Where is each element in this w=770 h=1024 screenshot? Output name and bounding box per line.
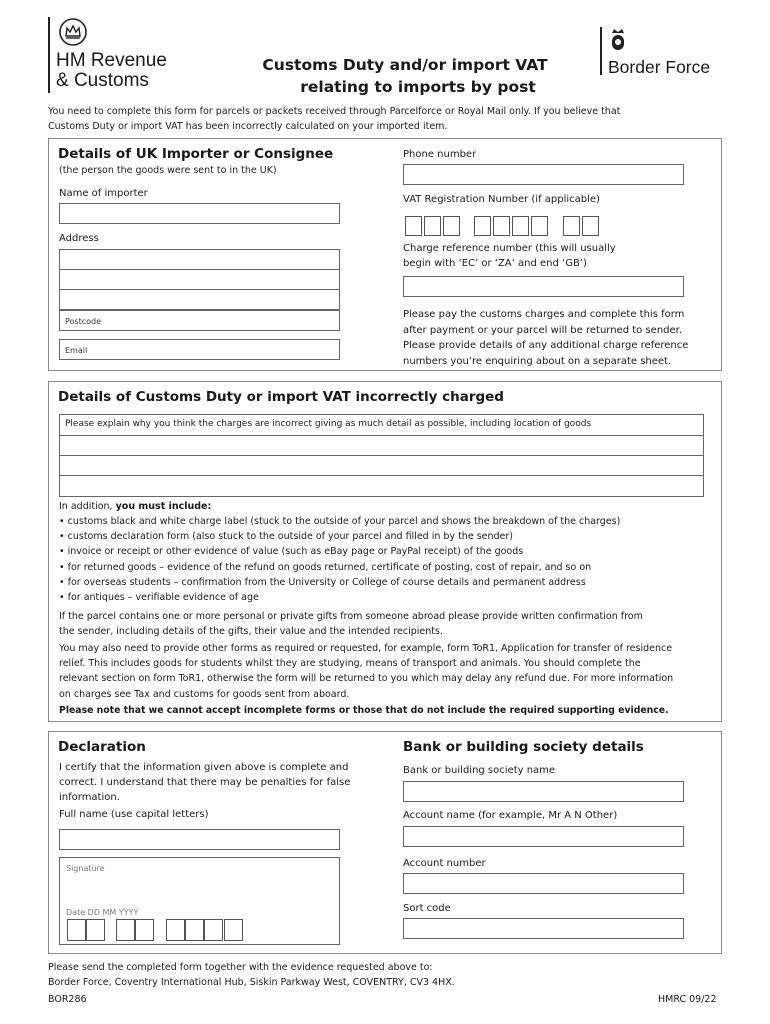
explanation-input-4[interactable] [59, 475, 704, 497]
return-address [48, 960, 455, 990]
other-forms-note [59, 641, 714, 702]
other-line4: on charges see Tax and customs for goods sent from aboard. [59, 688, 350, 700]
importer-name-input[interactable] [59, 203, 340, 224]
border-force-logo [600, 27, 730, 77]
return-address-line2: Border Force, Coventry International Hub, Siskin Parkway West, COVENTRY, CV3 4HX. [48, 977, 455, 988]
address-line-1[interactable] [59, 249, 340, 270]
charge-ref-label [403, 241, 616, 271]
address-line-3[interactable] [59, 289, 340, 310]
date-day-box[interactable] [67, 919, 86, 941]
vat-digit-box[interactable] [443, 216, 460, 236]
declaration-line3: information. [59, 792, 120, 803]
evidence-item: • for returned goods – evidence of the refund on goods returned, certificate of posting, cost of repair, and so on [59, 561, 592, 573]
form-title [250, 54, 560, 98]
evidence-list [59, 514, 709, 605]
other-line2: relief. This includes goods for students whilst they are studying, means of transport and animals. You should complete the [59, 658, 641, 670]
date-year-box[interactable] [185, 919, 204, 941]
title-line1: Customs Duty and/or import VAT [262, 56, 548, 74]
explanation-input-1[interactable] [59, 414, 704, 436]
hmrc-logo [48, 17, 188, 97]
vat-digit-box[interactable] [493, 216, 510, 236]
intro-line2: Customs Duty or import VAT has been incorrectly calculated on your imported item. [48, 121, 448, 132]
vat-digit-box[interactable] [582, 216, 599, 236]
other-line1: You may also need to provide other forms as required or requested, for example, form ToR1, Application for transfer of residence [59, 643, 673, 654]
incomplete-forms-warning: Please note that we cannot accept incomplete forms or those that do not include the required supporting evidence. [59, 705, 669, 716]
intro-line1: You need to complete this form for parcels or packets received through Parcelforce or Royal Mail only. If you believe that [48, 106, 621, 117]
full-name-input[interactable] [59, 829, 340, 850]
evidence-item: • for overseas students – confirmation from the University or College of course details and permanent address [59, 576, 586, 588]
evidence-item: • customs black and white charge label (stuck to the outside of your parcel and shows the breakdown of the charges) [59, 516, 621, 527]
explanation-input-2[interactable] [59, 435, 704, 456]
phone-label: Phone number [403, 149, 477, 160]
intro-text [48, 104, 748, 134]
pay-note-line3: Please provide details of any additional charge reference [403, 340, 689, 351]
vat-label: VAT Registration Number (if applicable) [403, 194, 600, 205]
must-include-bold: you must include: [115, 501, 212, 512]
full-name-label: Full name (use capital letters) [59, 809, 209, 820]
form-code: BOR286 [48, 994, 87, 1005]
pay-note-line1: Please pay the customs charges and complete this form [403, 309, 685, 320]
account-name-input[interactable] [403, 826, 684, 847]
charge-ref-label-line1: Charge reference number (this will usually [403, 243, 616, 254]
email-label: Email [65, 346, 88, 355]
hmrc-name-line1: HM Revenue [56, 50, 167, 71]
vat-digit-box[interactable] [474, 216, 491, 236]
gifts-note [59, 609, 714, 639]
importer-heading: Details of UK Importer or Consignee [58, 146, 334, 162]
charge-ref-label-line2: begin with ‘EC’ or ‘ZA’ and end ‘GB’) [403, 258, 587, 269]
account-number-input[interactable] [403, 873, 684, 894]
vat-digit-box[interactable] [405, 216, 422, 236]
must-include-prefix: In addition, [59, 501, 116, 512]
pay-note-line2: after payment or your parcel will be returned to sender. [403, 324, 683, 336]
hmrc-name-line2: & Customs [56, 70, 149, 91]
date-month-box[interactable] [135, 919, 154, 941]
return-address-line1: Please send the completed form together with the evidence requested above to: [48, 962, 433, 973]
vat-digit-box[interactable] [424, 216, 441, 236]
email-input[interactable] [59, 339, 340, 360]
account-number-label: Account number [403, 858, 486, 869]
evidence-item: • customs declaration form (also stuck to the outside of your parcel and filled in by the sender) [59, 531, 513, 543]
postcode-label: Postcode [65, 317, 102, 326]
sort-code-input[interactable] [403, 918, 684, 939]
border-force-name: Border Force [608, 57, 711, 77]
explanation-input-3[interactable] [59, 455, 704, 476]
vat-digit-box[interactable] [531, 216, 548, 236]
address-line-2[interactable] [59, 269, 340, 290]
royal-crest-icon [608, 27, 628, 55]
postcode-input[interactable] [59, 310, 340, 331]
bank-name-label: Bank or building society name [403, 765, 556, 776]
date-label: Date DD MM YYYY [66, 908, 139, 917]
evidence-item: • invoice or receipt or other evidence of value (such as eBay page or PayPal receipt) of the goods [59, 546, 524, 558]
declaration-text [59, 760, 350, 805]
importer-subheading: (the person the goods were sent to in the UK) [59, 165, 277, 176]
vat-digit-box[interactable] [563, 216, 580, 236]
date-year-box[interactable] [166, 919, 185, 941]
vat-digit-box[interactable] [512, 216, 529, 236]
declaration-heading: Declaration [58, 739, 146, 755]
phone-input[interactable] [403, 164, 684, 185]
date-year-box[interactable] [204, 919, 223, 941]
explanation-label: Please explain why you think the charges are incorrect giving as much detail as possible, including location of goods [65, 419, 592, 429]
bank-heading: Bank or building society details [403, 739, 644, 755]
gifts-line2: the sender, including details of the gifts, their value and the intended recipients. [59, 626, 443, 638]
date-month-box[interactable] [116, 919, 135, 941]
form-version: HMRC 09/22 [658, 994, 717, 1005]
title-line2: relating to imports by post [300, 78, 536, 96]
bank-name-input[interactable] [403, 781, 684, 802]
charge-ref-input[interactable] [403, 276, 684, 297]
signature-label: Signature [66, 864, 105, 873]
date-day-box[interactable] [86, 919, 105, 941]
evidence-item: • for antiques – verifiable evidence of age [59, 592, 259, 604]
other-line3: relevant section on form ToR1, otherwise the form will be returned to you which may delay any refund due. For more information [59, 673, 674, 685]
importer-name-label: Name of importer [59, 188, 148, 199]
date-year-box[interactable] [224, 919, 243, 941]
sort-code-label: Sort code [403, 903, 451, 914]
declaration-line1: I certify that the information given above is complete and [59, 762, 349, 773]
payment-note [403, 307, 688, 369]
declaration-line2: correct. I understand that there may be penalties for false [59, 777, 351, 788]
pay-note-line4: numbers you’re enquiring about on a separate sheet. [403, 355, 672, 367]
account-name-label: Account name (for example, Mr A N Other) [403, 810, 618, 821]
incorrect-charge-heading: Details of Customs Duty or import VAT incorrectly charged [58, 389, 504, 405]
gifts-line1: If the parcel contains one or more personal or private gifts from someone abroad please provide written confirmation from [59, 611, 643, 622]
must-include-intro [59, 499, 211, 514]
address-label: Address [59, 233, 99, 244]
crown-crest-icon [58, 17, 88, 47]
